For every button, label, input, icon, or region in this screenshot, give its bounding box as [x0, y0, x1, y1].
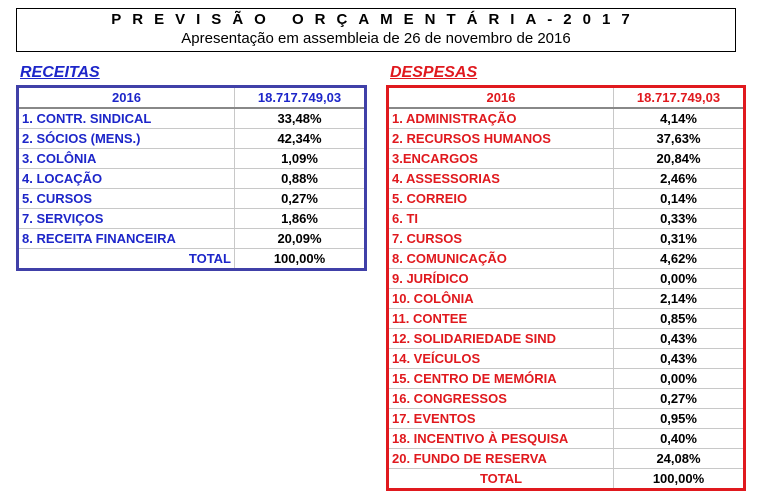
row-label: 2. RECURSOS HUMANOS [388, 129, 614, 149]
row-label: 6. TI [388, 209, 614, 229]
row-value: 0,43% [614, 329, 745, 349]
despesas-amount: 18.717.749,03 [614, 87, 745, 109]
row-value: 24,08% [614, 449, 745, 469]
table-row [18, 149, 366, 169]
row-value: 33,48% [235, 108, 366, 129]
table-row [18, 108, 366, 129]
table-row [388, 409, 745, 429]
receitas-table [16, 85, 367, 271]
row-value: 4,14% [614, 108, 745, 129]
table-row [388, 169, 745, 189]
row-label: 3.ENCARGOS [388, 149, 614, 169]
document-header [16, 8, 736, 52]
receitas-header-row [18, 87, 366, 109]
row-value: 0,27% [614, 389, 745, 409]
table-row [388, 108, 745, 129]
table-row [388, 289, 745, 309]
table-row [388, 189, 745, 209]
despesas-table [386, 85, 746, 491]
row-label: 7. CURSOS [388, 229, 614, 249]
row-label: 11. CONTEE [388, 309, 614, 329]
row-value: 0,88% [235, 169, 366, 189]
row-label: 17. EVENTOS [388, 409, 614, 429]
total-value: 100,00% [235, 249, 366, 270]
table-row [388, 309, 745, 329]
row-value: 0,14% [614, 189, 745, 209]
table-row [388, 429, 745, 449]
despesas-header-row [388, 87, 745, 109]
row-value: 1,09% [235, 149, 366, 169]
row-label: 2. SÓCIOS (MENS.) [18, 129, 235, 149]
row-label: 5. CURSOS [18, 189, 235, 209]
row-value: 4,62% [614, 249, 745, 269]
row-label: 4. ASSESSORIAS [388, 169, 614, 189]
total-row [388, 469, 745, 490]
row-value: 2,46% [614, 169, 745, 189]
table-row [388, 209, 745, 229]
receitas-amount: 18.717.749,03 [235, 87, 366, 109]
table-row [388, 269, 745, 289]
row-value: 0,85% [614, 309, 745, 329]
row-label: 18. INCENTIVO À PESQUISA [388, 429, 614, 449]
total-row [18, 249, 366, 270]
row-label: 16. CONGRESSOS [388, 389, 614, 409]
row-value: 20,84% [614, 149, 745, 169]
receitas-year: 2016 [18, 87, 235, 109]
table-row [388, 369, 745, 389]
row-label: 4. LOCAÇÃO [18, 169, 235, 189]
table-row [18, 129, 366, 149]
row-label: 8. RECEITA FINANCEIRA [18, 229, 235, 249]
table-row [388, 129, 745, 149]
row-value: 0,31% [614, 229, 745, 249]
table-row [18, 189, 366, 209]
row-value: 0,95% [614, 409, 745, 429]
row-value: 0,27% [235, 189, 366, 209]
row-value: 0,00% [614, 269, 745, 289]
row-label: 10. COLÔNIA [388, 289, 614, 309]
row-label: 20. FUNDO DE RESERVA [388, 449, 614, 469]
row-value: 0,43% [614, 349, 745, 369]
total-label: TOTAL [18, 249, 235, 270]
table-row [388, 389, 745, 409]
table-row [388, 349, 745, 369]
row-value: 0,33% [614, 209, 745, 229]
row-label: 7. SERVIÇOS [18, 209, 235, 229]
row-label: 1. CONTR. SINDICAL [18, 108, 235, 129]
document-subtitle: Apresentação em assembleia de 26 de novembro de 2016 [181, 30, 571, 47]
total-label: TOTAL [388, 469, 614, 490]
table-row [388, 249, 745, 269]
row-label: 9. JURÍDICO [388, 269, 614, 289]
row-label: 3. COLÔNIA [18, 149, 235, 169]
row-label: 15. CENTRO DE MEMÓRIA [388, 369, 614, 389]
row-value: 42,34% [235, 129, 366, 149]
despesas-title: DESPESAS [390, 64, 478, 81]
row-value: 1,86% [235, 209, 366, 229]
despesas-year: 2016 [388, 87, 614, 109]
total-value: 100,00% [614, 469, 745, 490]
document-title: PREVISÃO ORÇAMENTÁRIA-2017 [111, 11, 641, 28]
table-row [18, 229, 366, 249]
row-value: 2,14% [614, 289, 745, 309]
row-label: 1. ADMINISTRAÇÃO [388, 108, 614, 129]
row-label: 5. CORREIO [388, 189, 614, 209]
row-value: 37,63% [614, 129, 745, 149]
table-row [388, 449, 745, 469]
row-label: 12. SOLIDARIEDADE SIND [388, 329, 614, 349]
row-value: 20,09% [235, 229, 366, 249]
table-row [388, 329, 745, 349]
receitas-title: RECEITAS [20, 64, 100, 81]
table-row [18, 209, 366, 229]
table-row [388, 229, 745, 249]
table-row [18, 169, 366, 189]
table-row [388, 149, 745, 169]
row-label: 14. VEÍCULOS [388, 349, 614, 369]
row-label: 8. COMUNICAÇÃO [388, 249, 614, 269]
row-value: 0,40% [614, 429, 745, 449]
row-value: 0,00% [614, 369, 745, 389]
